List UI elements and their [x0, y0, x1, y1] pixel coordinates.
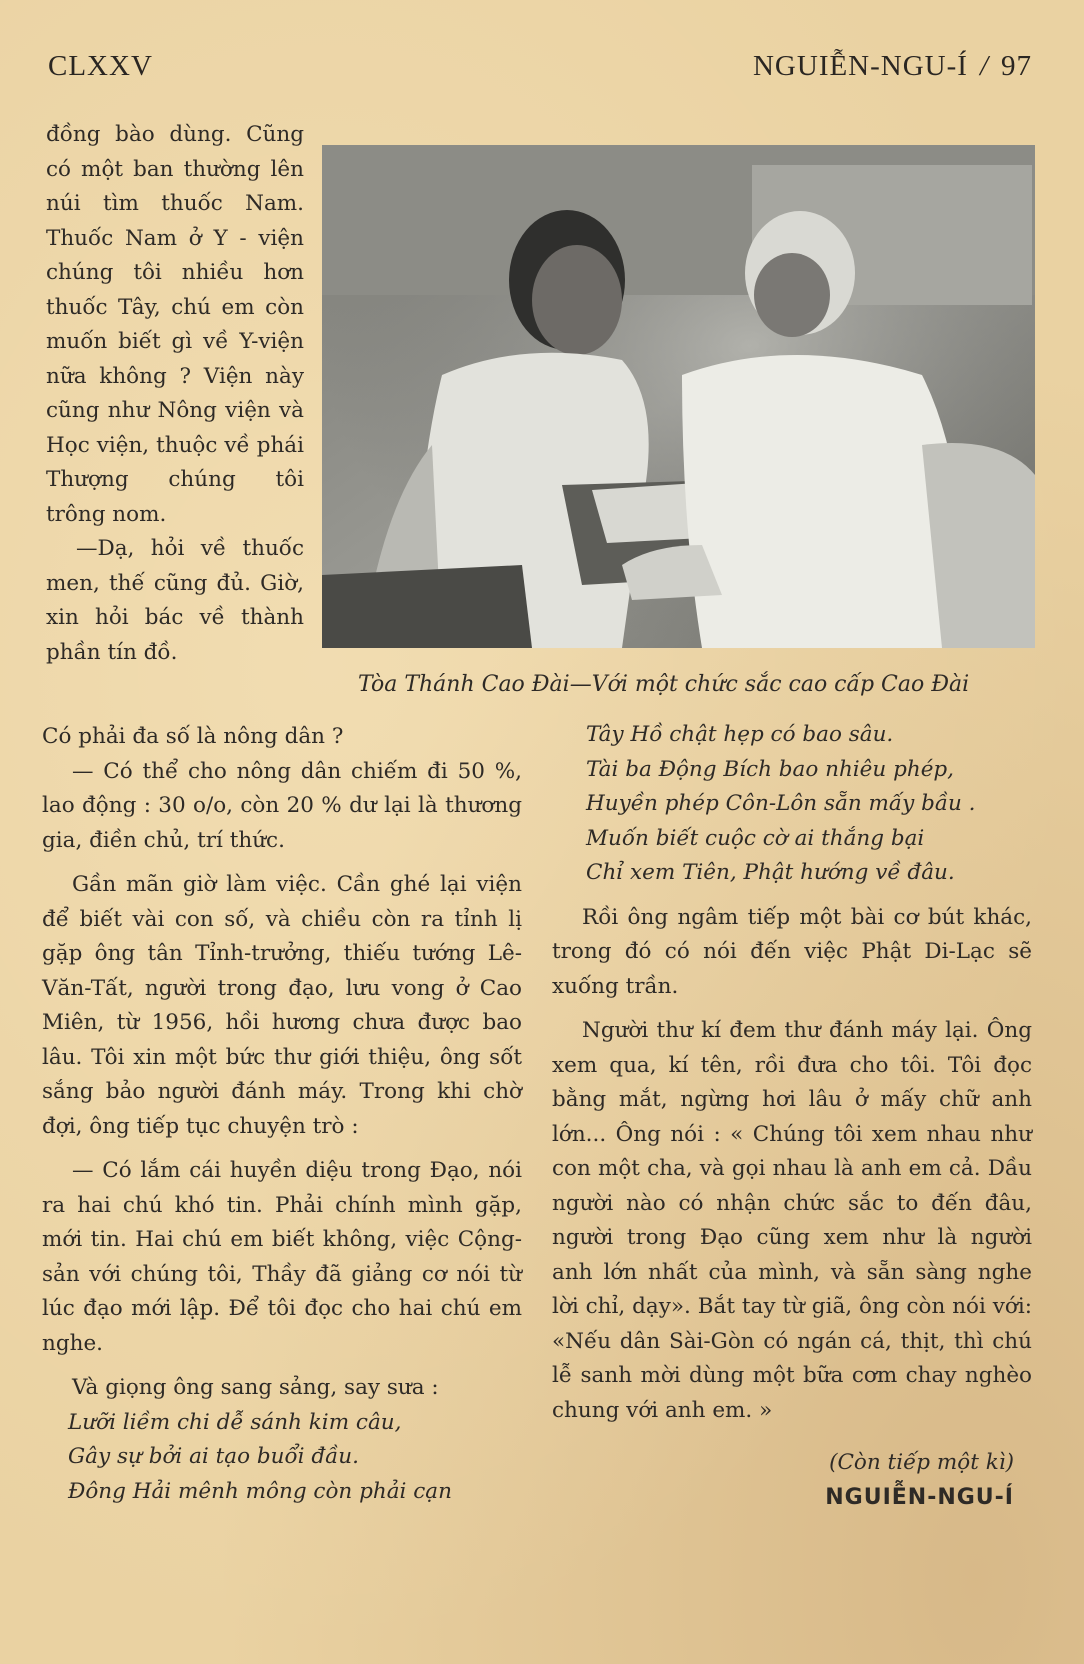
poem-line: Gây sự bởi ai tạo buổi đầu.	[68, 1444, 359, 1469]
author-signature: NGUIỄN-NGU-Í	[825, 1484, 1014, 1510]
paragraph: Và giọng ông sang sảng, say sưa :	[72, 1375, 439, 1400]
running-header	[753, 50, 1032, 83]
left-wide-column	[42, 720, 522, 1509]
paragraph: đồng bào dùng. Cũng có một ban thường lên núi tìm thuốc Nam. Thuốc Nam ở Y - viện chúng tôi nhiều hơn thuốc Tây, chú em còn muốn biết gì về Y-viện nữa không ? Viện này cũng như Nông viện và Học viện, thuộc về phái Thượng chúng tôi trông nom.	[46, 122, 304, 527]
photo-image	[322, 145, 1035, 648]
paragraph: Người thư kí đem thư đánh máy lại. Ông xem qua, kí tên, rồi đưa cho tôi. Tôi đọc bằng mắt, ngừng hơi lâu ở mấy chữ anh lớn... Ông nói : « Chúng tôi xem nhau như con một cha, và gọi nhau là anh em cả. Dầu người nào có nhận chức sắc to đến đâu, người trong Đạo cũng xem như là người anh lớn nhất của mình, và sẵn sàng nghe lời chỉ, dạy». Bắt tay từ giã, ông còn nói với: «Nếu dân Sài-Gòn có ngán cá, thịt, thì chú lễ sanh mời dùng một bữa cơm chay nghèo chung với anh em. »	[552, 1018, 1032, 1423]
paragraph: — Có lắm cái huyền diệu trong Đạo, nói ra hai chú khó tin. Phải chính mình gặp, mới tin. Hai chú em biết không, việc Cộng-sản với chúng tôi, Thầy đã giảng cơ nói từ lúc đạo mới lập. Để tôi đọc cho hai chú em nghe.	[42, 1158, 522, 1356]
paragraph: — Có thể cho nông dân chiếm đi 50 %, lao động : 30 o/o, còn 20 % dư lại là thương gia, điền chủ, trí thức.	[42, 758, 522, 853]
page-number: 97	[1001, 50, 1032, 82]
photo-caption: Tòa Thánh Cao Đài—Với một chức sắc cao cấp Cao Đài	[358, 672, 970, 697]
paragraph: Có phải đa số là nông dân ?	[42, 724, 344, 749]
paragraph: Gần mãn giờ làm việc. Cần ghé lại viện để biết vài con số, và chiều còn ra tỉnh lị gặp ông tân Tỉnh-trưởng, thiếu tướng Lê-Văn-Tất, người trong đạo, lưu vong ở Cao Miên, từ 1956, hồi hương chưa được bao lâu. Tôi xin một bức thư giới thiệu, ông sốt sắng bảo người đánh máy. Trong khi chờ đợi, ông tiếp tục chuyện trò :	[42, 872, 522, 1139]
right-column	[552, 718, 1032, 1515]
poem-line: Đông Hải mênh mông còn phải cạn	[68, 1478, 452, 1504]
continued-note: (Còn tiếp một kì)	[829, 1450, 1014, 1475]
poem-line: Muốn biết cuộc cờ ai thắng bại	[586, 825, 925, 851]
section-number: CLXXV	[48, 50, 153, 82]
photo-cao-dai-dignitary	[322, 145, 1035, 648]
left-narrow-column	[46, 118, 304, 670]
poem-line: Chỉ xem Tiên, Phật hướng về đâu.	[586, 860, 955, 885]
running-header-separator: /	[979, 50, 989, 82]
poem-line: Tây Hồ chật hẹp có bao sâu.	[586, 722, 894, 747]
paragraph: —Dạ, hỏi về thuốc men, thế cũng đủ. Giờ, xin hỏi bác về thành phần tín đồ.	[46, 536, 304, 665]
running-header-title: NGUIỄN-NGU-Í	[752, 50, 968, 82]
poem-line: Lưỡi liềm chi dễ sánh kim câu,	[68, 1409, 402, 1435]
paragraph: Rồi ông ngâm tiếp một bài cơ bút khác, trong đó có nói đến việc Phật Di-Lạc sẽ xuống trần.	[552, 904, 1032, 999]
poem-line: Tài ba Động Bích bao nhiêu phép,	[586, 756, 955, 782]
poem-line: Huyền phép Côn-Lôn sẵn mấy bầu .	[586, 791, 976, 816]
